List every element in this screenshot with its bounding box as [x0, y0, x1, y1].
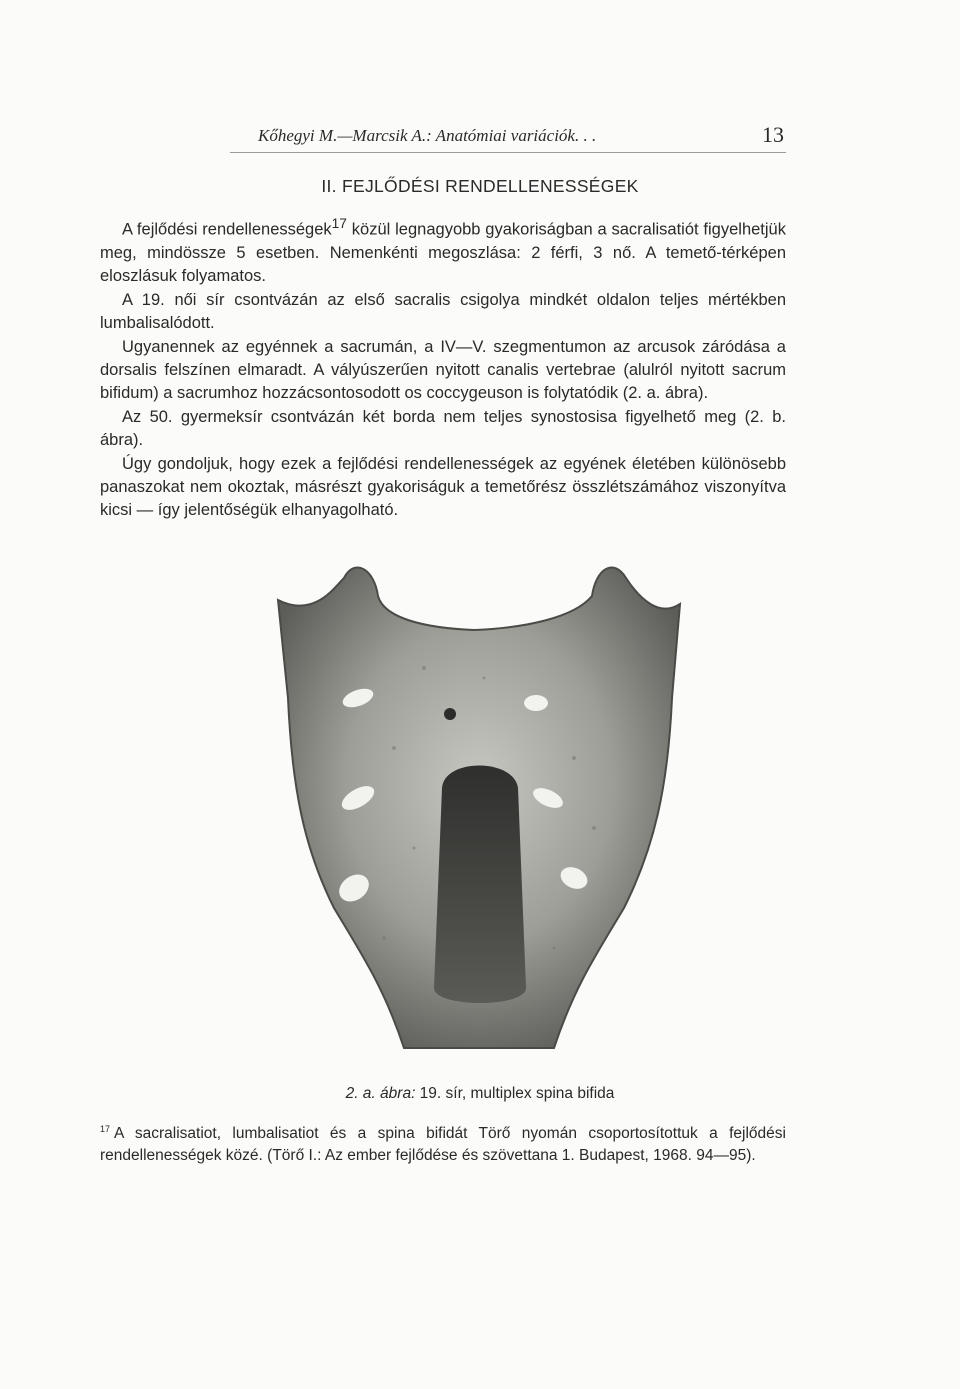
caption-label: 2. a. ábra:: [345, 1085, 416, 1102]
sacrum-photograph: [274, 548, 686, 1063]
footnote-number: 17: [100, 1124, 111, 1134]
running-header: [230, 122, 786, 153]
body-text: [100, 212, 786, 523]
page-number: 13: [762, 122, 784, 147]
running-head: Kőhegyi M.—Marcsik A.: Anatómiai variációk. . .: [258, 126, 597, 145]
paragraph: Az 50. gyermeksír csontvázán két borda nem teljes synostosisa figyelhető meg (2. b. ábra).: [100, 407, 786, 450]
section-title: II. FEJLŐDÉSI RENDELLENESSÉGEK: [321, 176, 639, 196]
footnote-text: A sacralisatiot, lumbalisatiot és a spina bifidát Törő nyomán csoportosítottuk a fejlődési rendellenességek közé. (Törő I.: Az ember fejlődése és szövettana 1. Budapest, 1968. 94—95).: [100, 1125, 786, 1165]
footnote: [100, 1118, 786, 1167]
paragraph: Úgy gondoljuk, hogy ezek a fejlődési rendellenességek az egyének életében különösebb panaszokat nem okoztak, másrészt gyakoriságuk a temetőrész összlétszámához viszonyítva kicsi — így jelentőségük elhanyagolható.: [100, 454, 786, 520]
paragraph: A 19. női sír csontvázán az első sacralis csigolya mindkét oldalon teljes mértékben lumbalisalódott.: [100, 290, 786, 333]
footnote-ref: 17: [331, 216, 347, 231]
figure-caption: [0, 1085, 960, 1103]
paragraph: Ugyanennek az egyénnek a sacrumán, a IV—V. szegmentumon az arcusok záródása a dorsalis felszínen elmaradt. A vályúszerűen nyitott canalis vertebrae (alulról nyitott sacrum bifidum) a sacrumhoz hozzácsontosodott os coccygeuson is folytatódik (2. a. ábra).: [100, 337, 786, 403]
caption-text: 19. sír, multiplex spina bifida: [415, 1085, 615, 1102]
paragraph: A fejlődési rendellenességek$^{17}$ közül legnagyobb gyakoriságban a sacralisatiót figyelhetjük meg, mindössze 5 esetben. Nemenkénti megoszlása: 2 férfi, 3 nő. A temető-térképen eloszlásuk folyamatos.: [100, 216, 786, 286]
